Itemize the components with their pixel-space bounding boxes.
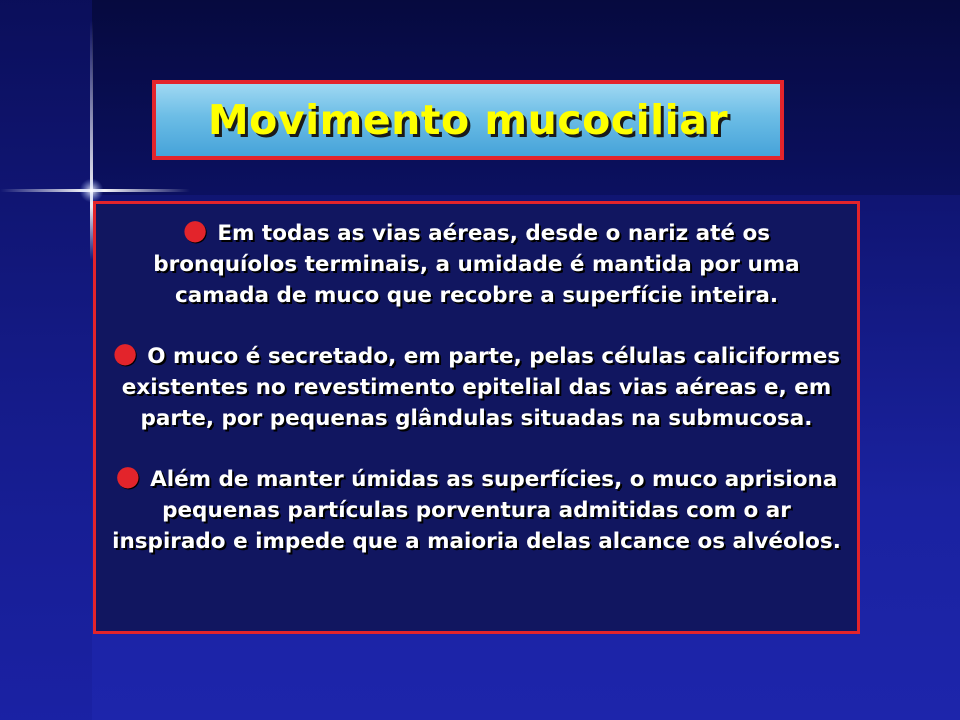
bullet-paragraph: [112, 337, 841, 434]
bullet-icon: ●: [112, 336, 138, 369]
title-banner: [152, 80, 784, 160]
bullet-text: Em todas as vias aéreas, desde o nariz até os bronquíolos terminais, a umidade é mantida por uma camada de muco que recobre a superfície inteira.: [153, 221, 800, 308]
slide-title: Movimento mucociliar: [207, 96, 729, 144]
bullet-icon: ●: [115, 459, 141, 492]
bullet-icon: ●: [182, 213, 208, 246]
bullet-paragraph: [112, 460, 841, 557]
bullet-text: Além de manter úmidas as superfícies, o muco aprisiona pequenas partículas porventura admitidas com o ar inspirado e impede que a maioria delas alcance os alvéolos.: [112, 467, 841, 554]
bullet-paragraph: [112, 214, 841, 311]
bullet-text: O muco é secretado, em parte, pelas células caliciformes existentes no revestimento epitelial das vias aéreas e, em parte, por pequenas glândulas situadas na submucosa.: [121, 344, 841, 431]
content-panel: [93, 201, 860, 634]
